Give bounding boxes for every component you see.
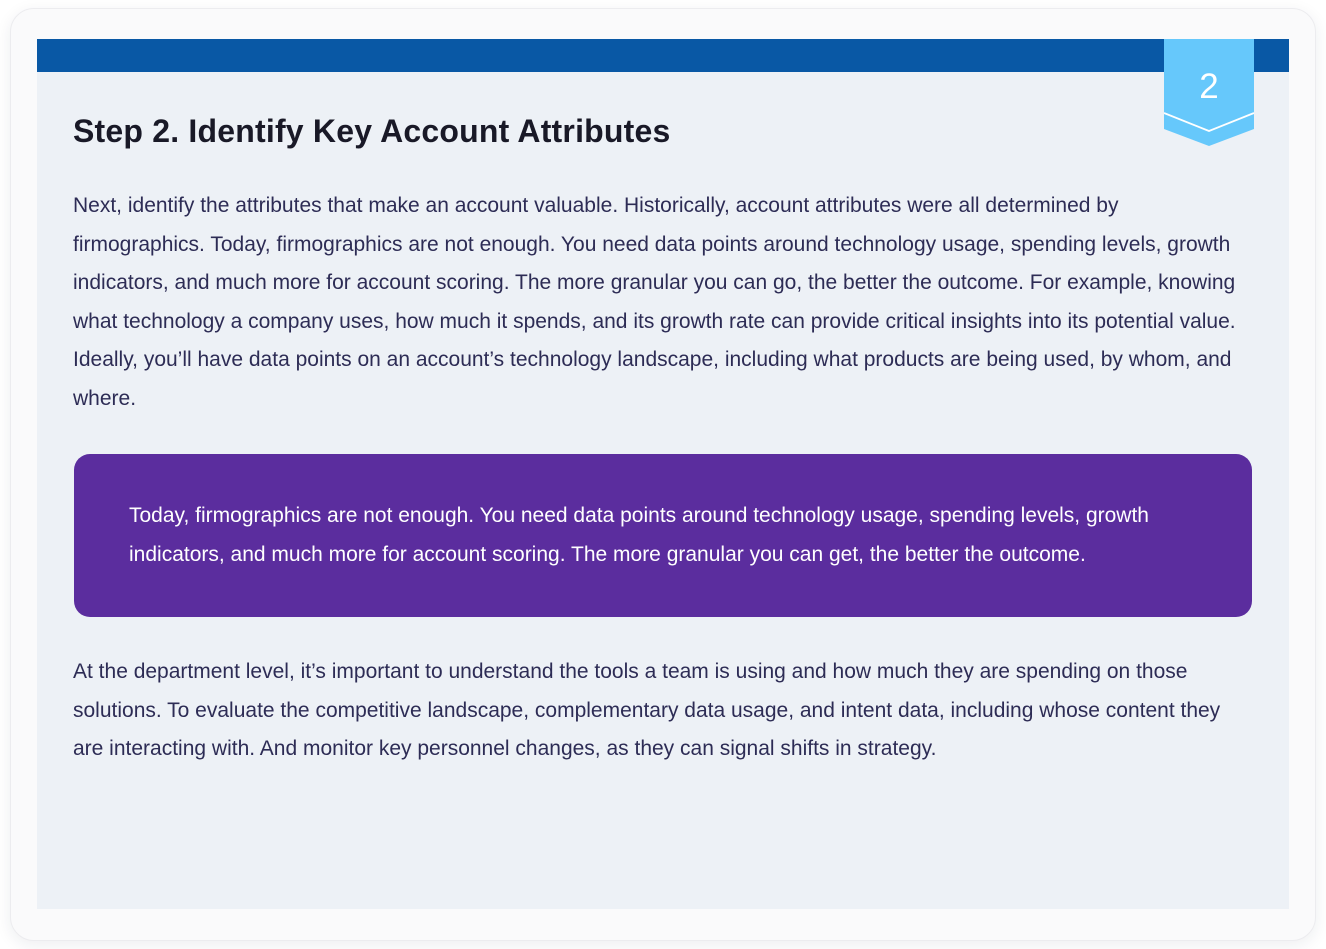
step-number: 2	[1199, 67, 1219, 106]
detail-paragraph: At the department level, it’s important to understand the tools a team is using and how much they are spending on those solutions. To evaluate the competitive landscape, complementary data usage, and intent data, including whose content they are interacting with. And monitor key personnel changes, as they can signal shifts in strategy.	[73, 660, 1221, 760]
step-number-badge	[1164, 39, 1254, 146]
header-bar	[37, 39, 1289, 72]
content-area	[37, 109, 1289, 769]
step-card	[10, 8, 1316, 941]
step-title: Step 2. Identify Key Account Attributes	[73, 113, 671, 149]
intro-paragraph: Next, identify the attributes that make an account valuable. Historically, account attributes were all determined by firmographics. Today, firmographics are not enough. You need data points around technology usage, spending levels, growth indicators, and much more for account scoring. The more granular you can go, the better the outcome. For example, knowing what technology a company uses, how much it spends, and its growth rate can provide critical insights into its potential value. Ideally, you’ll have data points on an account’s technology landscape, including what products are being used, by whom, and where.	[73, 194, 1236, 410]
pull-quote-text: Today, firmographics are not enough. You need data points around technology usage, spending levels, growth indicators, and much more for account scoring. The more granular you can get, the better the outcome.	[129, 504, 1149, 566]
content-panel	[37, 39, 1289, 909]
pull-quote-box	[74, 454, 1252, 617]
